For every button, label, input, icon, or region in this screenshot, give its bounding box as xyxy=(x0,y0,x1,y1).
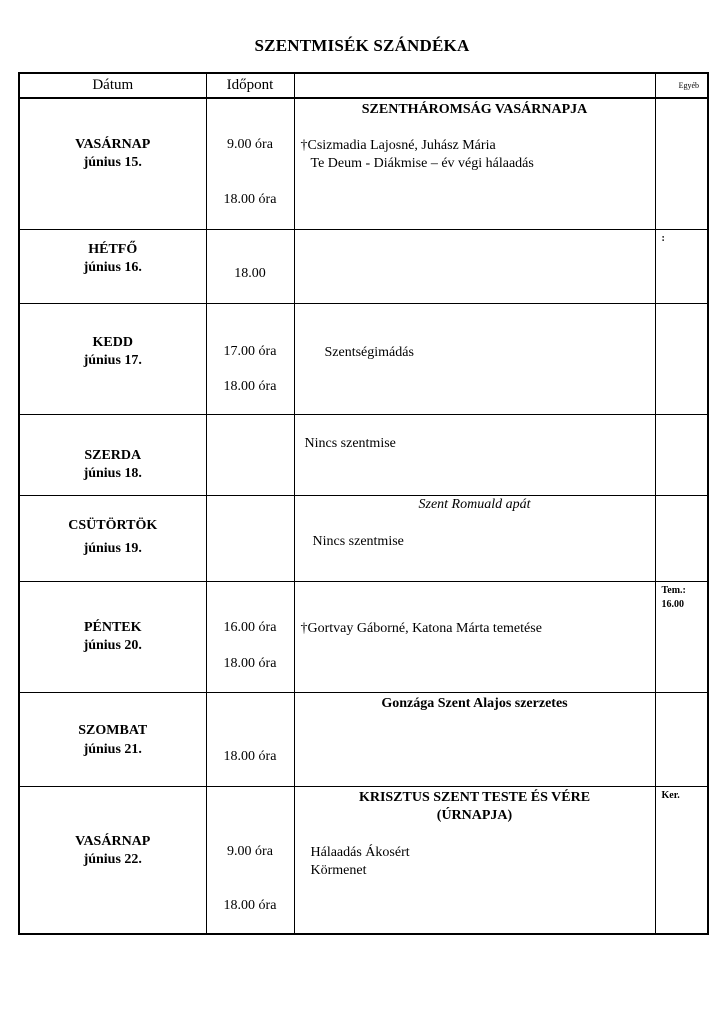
mass-schedule-table xyxy=(18,72,709,935)
header-date: Dátum xyxy=(19,73,206,98)
table-row xyxy=(19,415,708,496)
day-date: június 17. xyxy=(83,353,142,368)
table-row xyxy=(19,582,708,693)
mass-intention: Nincs szentmise xyxy=(304,436,396,451)
mass-time: 9.00 óra xyxy=(227,844,273,859)
table-row xyxy=(19,787,708,935)
day-date: június 16. xyxy=(83,260,142,275)
mass-time: 18.00 óra xyxy=(223,656,277,671)
mass-time: 18.00 óra xyxy=(223,749,277,764)
day-name: PÉNTEK xyxy=(83,620,142,635)
mass-intention: Te Deum - Diákmise – év végi hálaadás xyxy=(310,156,534,171)
table-row xyxy=(19,98,708,230)
header-other: Egyéb xyxy=(655,73,708,98)
day-date: június 21. xyxy=(83,742,142,757)
mass-time: 17.00 óra xyxy=(223,344,277,359)
day-name: VASÁRNAP xyxy=(75,137,151,152)
feast-heading: Gonzága Szent Alajos szerzetes xyxy=(381,696,568,711)
mass-time: 18.00 xyxy=(234,266,266,281)
header-time: Időpont xyxy=(206,73,294,98)
day-date: június 18. xyxy=(83,466,142,481)
mass-time: 16.00 óra xyxy=(223,620,277,635)
mass-intention: Szentségimádás xyxy=(324,345,414,360)
day-name: CSÜTÖRTÖK xyxy=(68,518,158,533)
table-row xyxy=(19,230,708,304)
other-note: Ker. xyxy=(661,790,680,801)
page-title: SZENTMISÉK SZÁNDÉKA xyxy=(254,36,470,55)
table-row xyxy=(19,693,708,787)
mass-intention: Hálaadás Ákosért xyxy=(310,845,410,860)
header-row xyxy=(19,73,708,98)
header-intention xyxy=(294,73,655,98)
day-date: június 22. xyxy=(83,852,142,867)
day-name: VASÁRNAP xyxy=(75,834,151,849)
day-date: június 15. xyxy=(83,155,142,170)
day-name: KEDD xyxy=(92,335,133,350)
feast-heading: KRISZTUS SZENT TESTE ÉS VÉRE xyxy=(358,790,591,805)
mass-time: 18.00 óra xyxy=(223,898,277,913)
day-name: SZOMBAT xyxy=(78,723,148,738)
day-name: SZERDA xyxy=(84,448,142,463)
mass-intention: Nincs szentmise xyxy=(312,534,404,549)
mass-intention: †Csizmadia Lajosné, Juhász Mária xyxy=(300,138,496,153)
table-row xyxy=(19,496,708,582)
other-note: Tem.: xyxy=(661,585,686,596)
feast-heading: SZENTHÁROMSÁG VASÁRNAPJA xyxy=(361,102,588,117)
other-note: 16.00 xyxy=(661,599,684,610)
mass-time: 9.00 óra xyxy=(227,137,273,152)
day-name: HÉTFŐ xyxy=(88,242,138,257)
mass-time: 18.00 óra xyxy=(223,192,277,207)
day-date: június 20. xyxy=(83,638,142,653)
saint-commemoration: Szent Romuald apát xyxy=(418,497,531,512)
day-date: június 19. xyxy=(83,541,142,556)
feast-heading-sub: (ÚRNAPJA) xyxy=(436,808,513,823)
mass-intention: Körmenet xyxy=(310,863,367,878)
other-note: : xyxy=(661,233,665,244)
mass-time: 18.00 óra xyxy=(223,379,277,394)
mass-intention: †Gortvay Gáborné, Katona Márta temetése xyxy=(300,621,542,636)
table-row xyxy=(19,304,708,415)
